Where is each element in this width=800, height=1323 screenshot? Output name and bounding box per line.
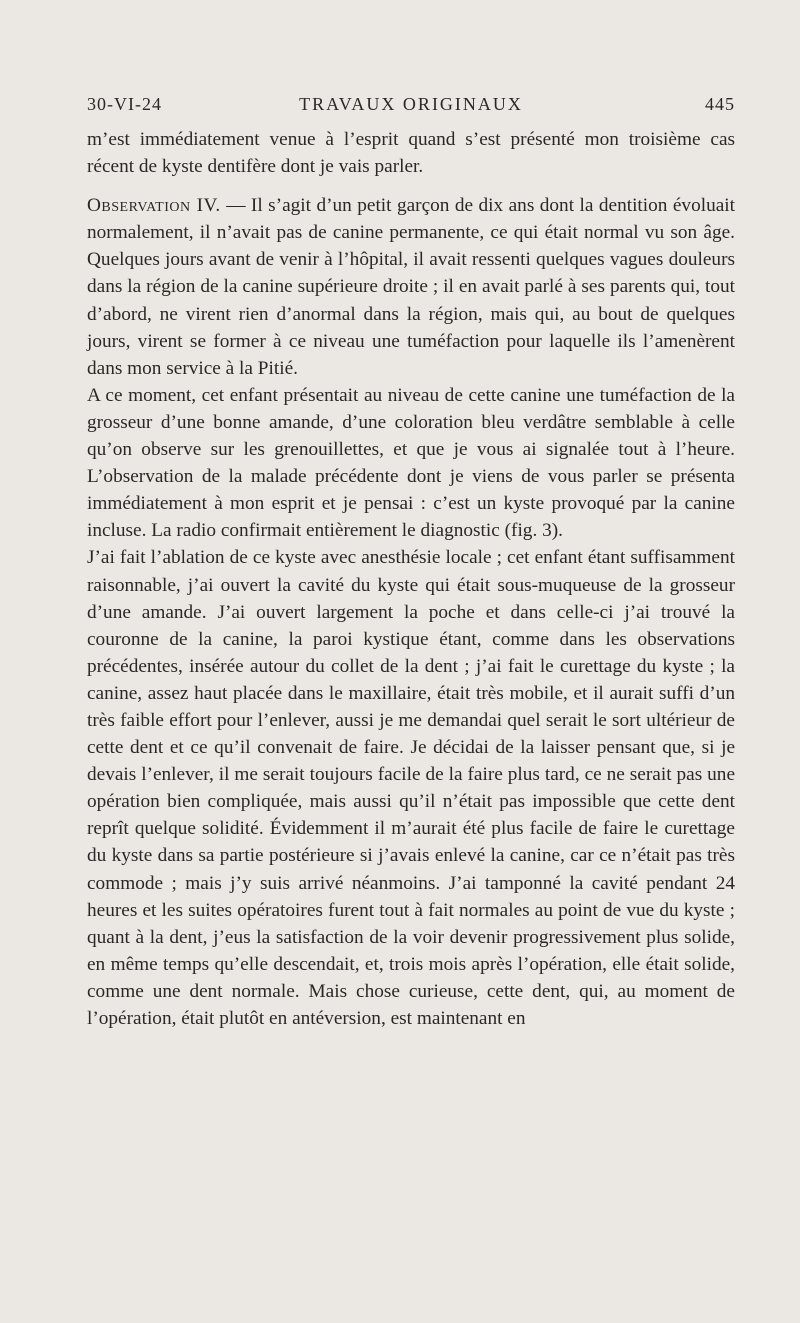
observation-text: — Il s’agit d’un petit garçon de dix ans dont la dentition évoluait normalement, il n’avait pas de canine permanente, ce qui était normal vu son âge. Quelques jours avant de venir à l’hôpital, il avait ressenti quelques vagues douleurs dans la région de la canine supérieure droite ; il en avait parlé à ses parents qui, tout d’abord, ne virent rien d’anormal dans la région, mais qui, au bout de quelques jours, virent se former à ce niveau une tuméfaction pour laquelle ils l’amenèrent dans mon service à la Pitié. [87,195,735,379]
paragraph-operation: J’ai fait l’ablation de ce kyste avec anesthésie locale ; cet enfant étant suffisamment raisonnable, j’ai ouvert la cavité du kyste qui était sous-muqueuse de la grosseur d’une amande. J’ai ouvert largement la poche et dans celle-ci j’ai trouvé la couronne de la canine, la paroi kystique étant, comme dans les observations précédentes, insérée autour du collet de la dent ; j’ai fait le curettage du kyste ; la canine, assez haut placée dans le maxillaire, était très mobile, et il aurait suffi d’un très faible effort pour l’enlever, aussi je me demandai quel serait le sort ultérieur de cette dent et ce qu’il convenait de faire. Je décidai de la laisser pensant que, si je devais l’enlever, il me serait toujours facile de la faire plus tard, ce ne serait pas une opération bien compliquée, mais aussi qu’il n’était pas impossible que cette dent reprît quelque solidité. Évidemment il m’aurait été plus facile de faire le curettage du kyste dans sa partie postérieure si j’avais enlevé la canine, car ce n’était pas très commode ; mais j’y suis arrivé néanmoins. J’ai tamponné la cavité pendant 24 heures et les suites opératoires furent tout à fait normales au point de vue du kyste ; quant à la dent, j’eus la satisfaction de la voir devenir progressivement plus solide, en même temps qu’elle descendait, et, trois mois après l’opération, elle était solide, comme une dent normale. Mais chose curieuse, cette dent, qui, au moment de l’opération, était plutôt en antéversion, est maintenant en [87,547,735,1029]
article-body [87,126,735,1032]
page-number: 445 [705,94,735,114]
running-header [87,94,735,122]
paragraph-examination: A ce moment, cet enfant présentait au niveau de cette canine une tuméfaction de la grosseur d’une bonne amande, d’une coloration bleu verdâtre semblable à celle qu’on observe sur les grenouillettes, et que je vous ai signalée tout à l’heure. L’observation de la malade précédente dont je viens de vous parler se présenta immédiatement à mon esprit et je pensai : c’est un kyste provoqué par la canine incluse. La radio confirmait entièrement le diagnostic (fig. 3). [87,384,735,542]
observation-label: Observation IV. [87,195,221,217]
paragraph-observation [87,192,735,382]
paragraph-continuation: m’est immédiatement venue à l’esprit quand s’est présenté mon troisième cas récent de kyste dentifère dont je vais parler. [87,129,735,178]
header-date: 30-VI-24 [87,94,162,114]
document-page [87,94,735,1032]
header-title: TRAVAUX ORIGINAUX [299,94,523,114]
